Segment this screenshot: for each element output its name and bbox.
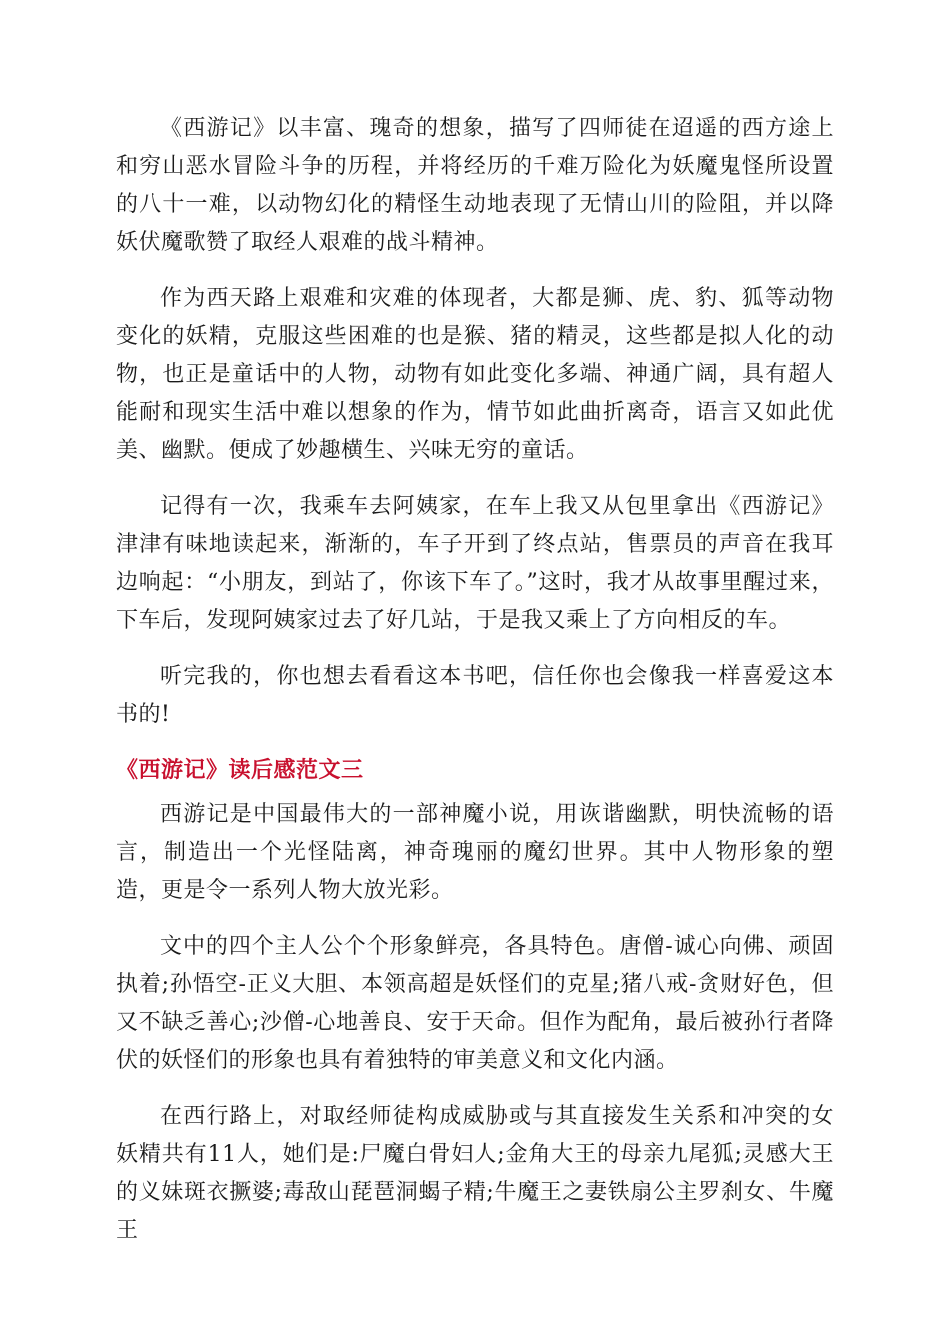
document-body — [116, 110, 834, 1268]
paragraph: 西游记是中国最伟大的一部神魔小说，用诙谐幽默，明快流畅的语言，制造出一个光怪陆离，神奇瑰丽的魔幻世界。其中人物形象的塑造，更是令一系列人物大放光彩。 — [116, 802, 834, 903]
paragraph: 《西游记》以丰富、瑰奇的想象，描写了四师徒在迢遥的西方途上和穷山恶水冒险斗争的历程，并将经历的千难万险化为妖魔鬼怪所设置的八十一难，以动物幻化的精怪生动地表现了无情山川的险阻，并以降妖伏魔歌赞了取经人艰难的战斗精神。 — [116, 116, 834, 255]
paragraph: 文中的四个主人公个个形象鲜亮，各具特色。唐僧-诚心向佛、顽固执着;孙悟空-正义大胆、本领高超是妖怪们的克星;猪八戒-贪财好色，但又不缺乏善心;沙僧-心地善良、安于天命。但作为配角，最后被孙行者降伏的妖怪们的形象也具有着独特的审美意义和文化内涵。 — [116, 934, 834, 1073]
paragraph: 记得有一次，我乘车去阿姨家，在车上我又从包里拿出《西游记》津津有味地读起来，渐渐的，车子开到了终点站，售票员的声音在我耳边响起：“小朋友，到站了，你该下车了。”这时，我才从故事里醒过来，下车后，发现阿姨家过去了好几站，于是我又乘上了方向相反的车。 — [116, 494, 834, 633]
paragraph: 在西行路上，对取经师徒构成威胁或与其直接发生关系和冲突的女妖精共有11人，她们是:尸魔白骨妇人;金角大王的母亲九尾狐;灵感大王的义妹斑衣撅婆;毒敌山琵琶洞蝎子精;牛魔王之妻铁扇公主罗刹女、牛魔王 — [116, 1104, 834, 1243]
paragraph: 听完我的，你也想去看看这本书吧，信任你也会像我一样喜爱这本书的! — [116, 664, 834, 727]
section-heading: 《西游记》读后感范文三 — [116, 758, 364, 783]
paragraph: 作为西天路上艰难和灾难的体现者，大都是狮、虎、豹、狐等动物变化的妖精，克服这些困难的也是猴、猪的精灵，这些都是拟人化的动物，也正是童话中的人物，动物有如此变化多端、神通广阔，具有超人能耐和现实生活中难以想象的作为，情节如此曲折离奇，语言又如此优美、幽默。便成了妙趣横生、兴味无穷的童话。 — [116, 286, 834, 463]
